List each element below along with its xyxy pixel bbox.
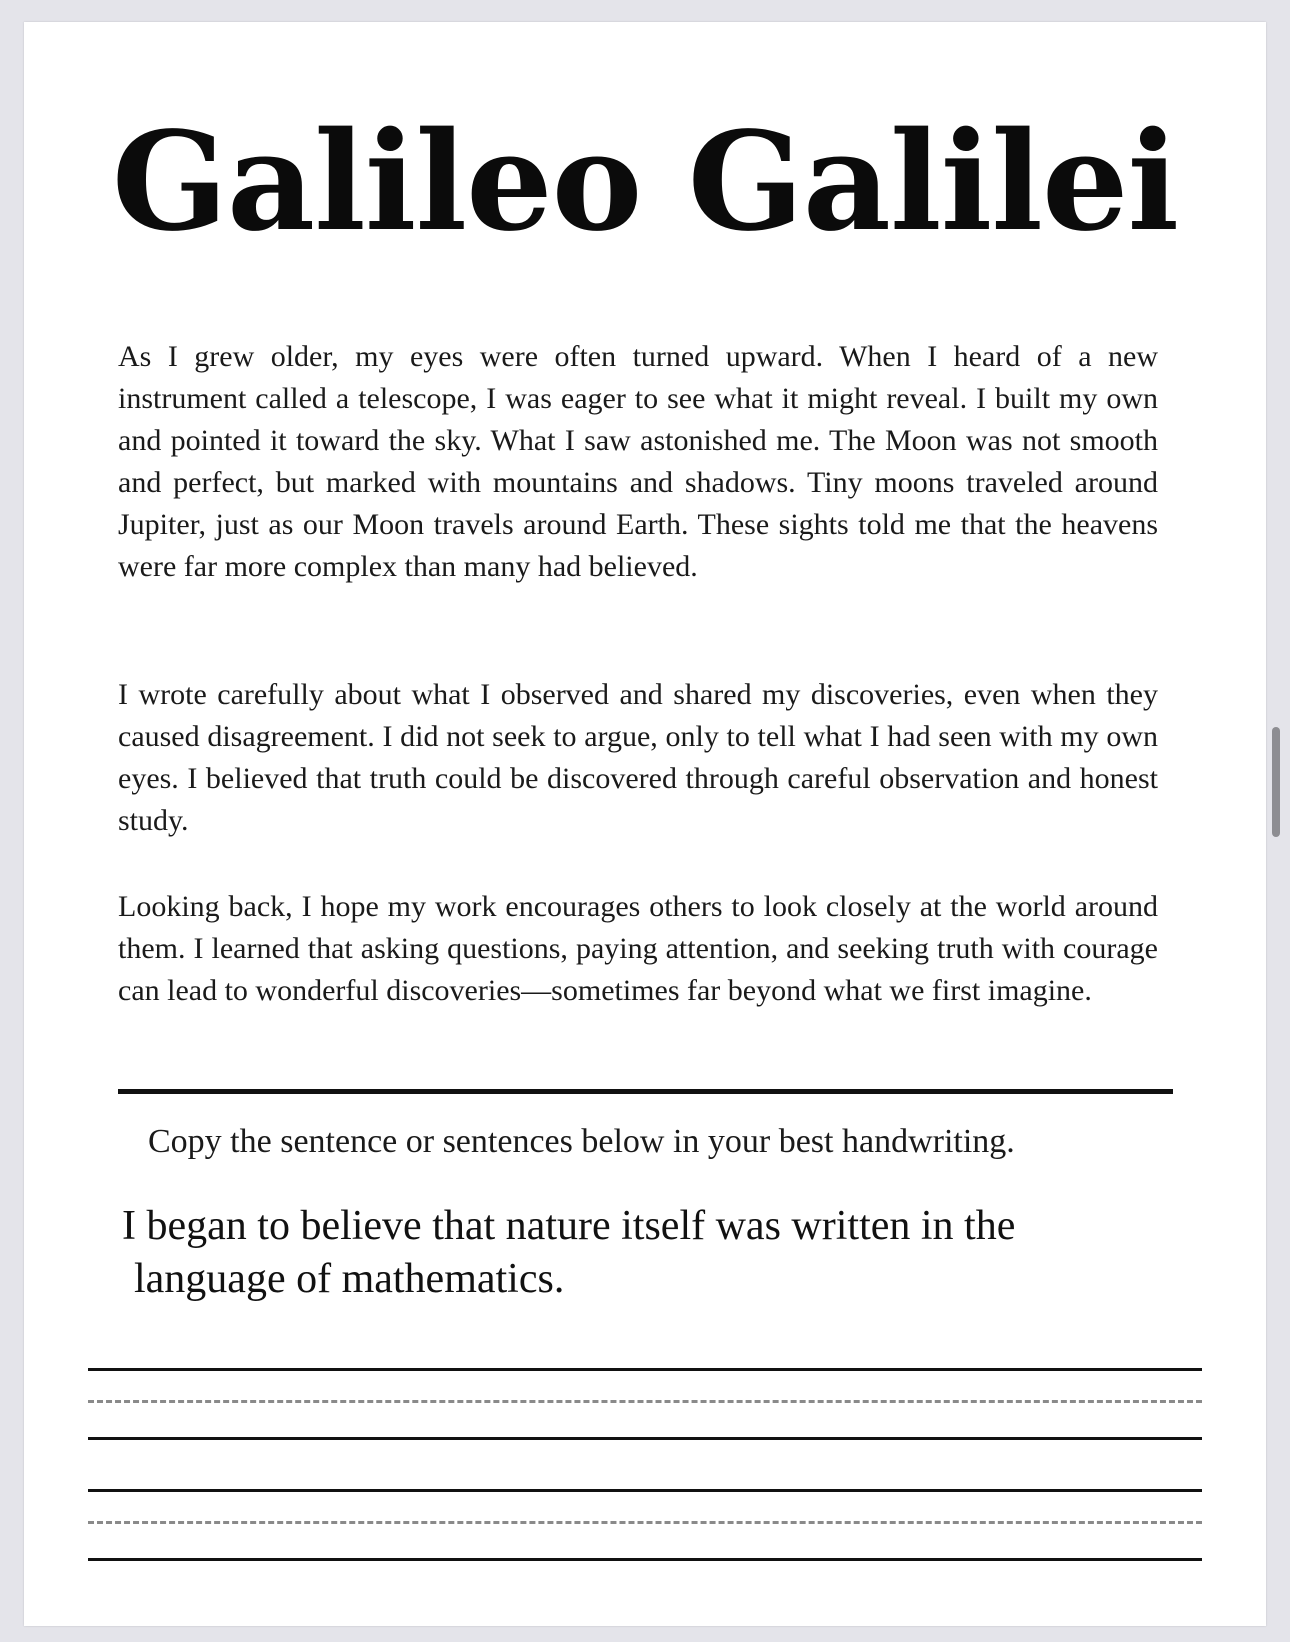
handwriting-row-1[interactable] [88,1368,1202,1440]
copy-instruction: Copy the sentence or sentences below in your best handwriting. [148,1123,1015,1160]
copy-sentence-line-1: I began to believe that nature itself was written in the [122,1203,1016,1249]
handwriting-midline [88,1521,1202,1524]
handwriting-row-2[interactable] [88,1489,1202,1561]
section-divider [118,1089,1173,1094]
paragraph-2: I wrote carefully about what I observed and shared my discoveries, even when they caused disagreement. I did not seek to argue, only to tell what I had seen with my own eyes. I believed that truth could be discovered through careful observation and honest study. [118,678,1158,837]
copy-sentence [122,1200,1202,1306]
paragraph-3: Looking back, I hope my work encourages others to look closely at the world around them. I learned that asking questions, paying attention, and seeking truth with courage can lead to wonderful discoveries—sometimes far beyond what we first imagine. [118,890,1158,1007]
worksheet-page [24,22,1266,1626]
paragraph-1: As I grew older, my eyes were often turned upward. When I heard of a new instrument called a telescope, I was eager to see what it might reveal. I built my own and pointed it toward the sky. What I saw astonished me. The Moon was not smooth and perfect, but marked with mountains and shadows. Tiny moons traveled around Jupiter, just as our Moon travels around Earth. These sights told me that the heavens were far more complex than many had believed. [118,340,1158,583]
handwriting-midline [88,1400,1202,1403]
copy-sentence-line-2: language of mathematics. [134,1256,565,1302]
handwriting-baseline [88,1558,1202,1561]
handwriting-baseline [88,1437,1202,1440]
handwriting-top-line [88,1368,1202,1371]
page-title: Galileo Galilei [111,102,1179,262]
vertical-scrollbar[interactable] [1272,727,1280,837]
handwriting-top-line [88,1489,1202,1492]
